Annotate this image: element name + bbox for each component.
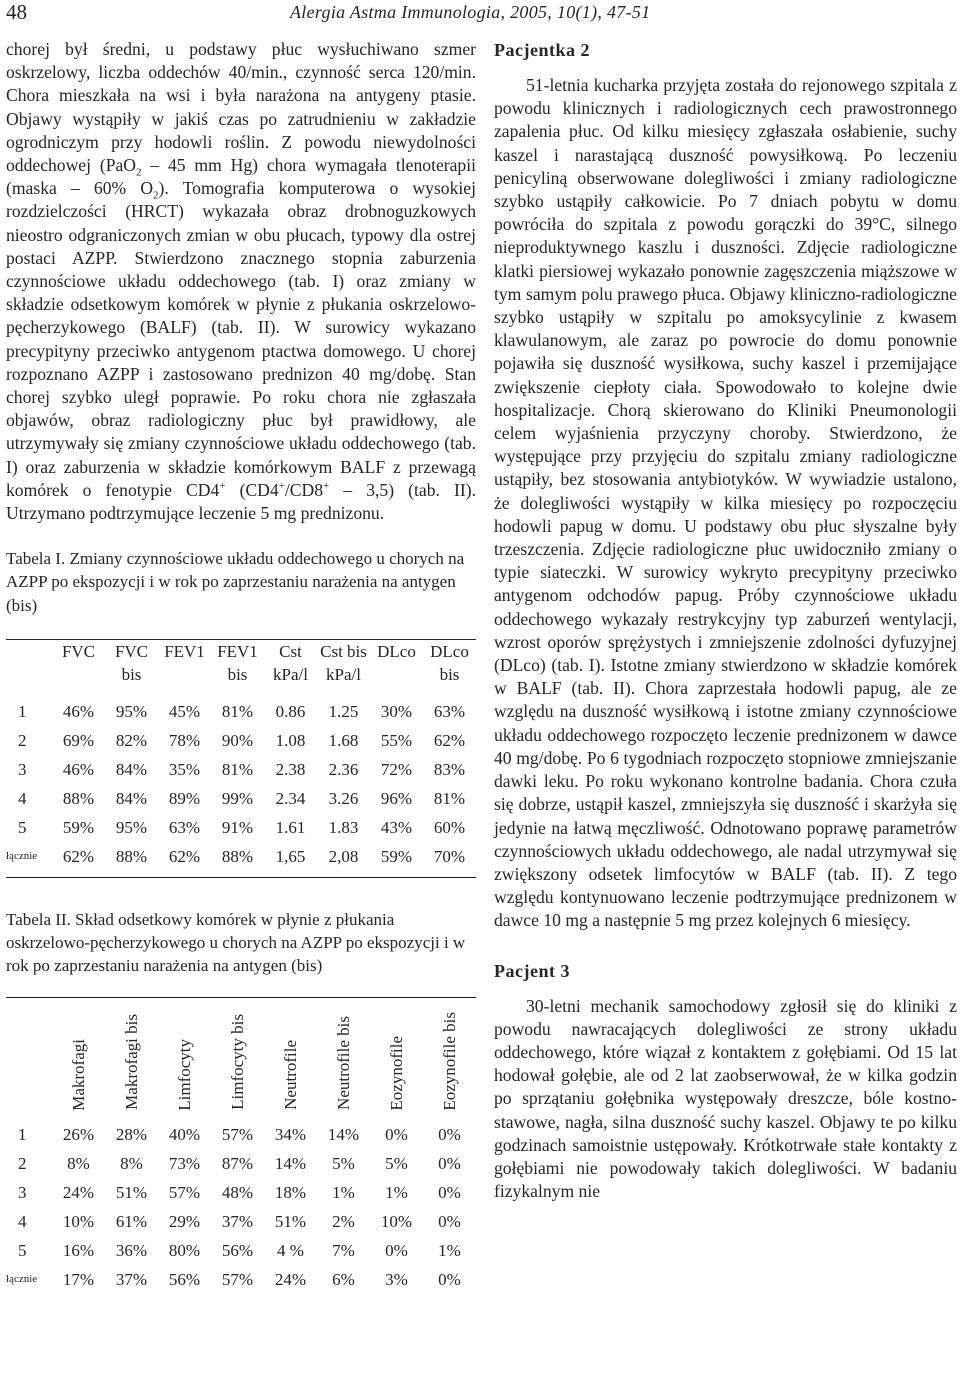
- table-1-cell: 1,65: [275, 846, 306, 866]
- table-1-row: [6, 813, 476, 842]
- table-1-cell: 1.68: [328, 730, 359, 750]
- table-2: [6, 998, 476, 1294]
- paragraph-text: – 45 mm Hg) chora wymagała tlenoterapii (maska – 60% O: [6, 155, 477, 199]
- table-1-cell: 0.86: [275, 701, 306, 721]
- table-1-cell: 55%: [380, 730, 413, 750]
- table-1-cell: 95%: [115, 701, 148, 721]
- table-1-cell: 91%: [221, 817, 254, 837]
- table-2-cell: 10%: [380, 1212, 413, 1232]
- table-2-cell: 2%: [332, 1212, 355, 1232]
- table-2-cell: 51%: [274, 1212, 307, 1232]
- table-1-cell: 83%: [433, 759, 466, 779]
- table-1-cell: 69%: [62, 730, 95, 750]
- table-2-cell: 57%: [221, 1125, 254, 1145]
- table-2-cell: 37%: [221, 1212, 254, 1232]
- table-2-cell: łącznie: [6, 1273, 38, 1286]
- journal-running-head: Alergia Astma Immunologia, 2005, 10(1), 47-51: [290, 2, 651, 22]
- table-2-header-cell: Eozynofile: [386, 1035, 406, 1111]
- table-1-cell: 72%: [380, 759, 413, 779]
- table-1-cell: 46%: [62, 701, 95, 721]
- table-1-cell: 90%: [221, 730, 254, 750]
- table-2-header-cell: Limfocyty: [174, 1038, 194, 1111]
- table-1-header-cell: FVC bis: [114, 641, 149, 685]
- section-heading-patient-3: Pacjent 3: [494, 960, 570, 981]
- table-2-header-cell: Makrofagi bis: [121, 1014, 141, 1111]
- table-1-cell: 81%: [221, 701, 254, 721]
- table-2-cell: 0%: [438, 1154, 461, 1174]
- table-1-header-cell: DLco bis: [430, 641, 469, 685]
- table-2-cell: 4 %: [277, 1241, 304, 1261]
- table-2-cell: 48%: [221, 1183, 254, 1203]
- table-1-cell: 78%: [168, 730, 201, 750]
- table-2-header-cell: Makrofagi: [68, 1038, 88, 1111]
- table-2-cell: 56%: [168, 1270, 201, 1290]
- table-2-cell: 18%: [274, 1183, 307, 1203]
- table-2-cell: 24%: [62, 1183, 95, 1203]
- section-heading-patient-2: Pacjentka 2: [494, 40, 590, 60]
- table-1-cell: 3.26: [328, 788, 359, 808]
- table-1-header-cell: Cst bis kPa/l: [320, 641, 367, 685]
- table-1-cell: 4: [18, 788, 27, 808]
- table-2-header-row: [6, 998, 476, 1120]
- body-paragraph-patient-3: 30-letni mechanik samochodowy zgłosił się do kliniki z powodu nawracających dolegliwości ze strony układu oddechowego, które wiązał z kontaktem z gołębiami. Od 15 lat hodował gołębie, ale od 2 lat zaobserwował, że w kilka godzin po sprzątaniu gołębnika występowały dreszcze, bóle kostno-stawowe, nagła, silna duszność suchy kaszel. Objawy te po kilku godzinach samoistnie ustępowały. Krótkotrwałe stałe kontakty z gołębiami nie powodowały takich dolegliwości. W badaniu fizykalnym nie: [494, 995, 957, 1202]
- table-1-cell: 88%: [221, 846, 254, 866]
- table-1-cell: 45%: [168, 701, 201, 721]
- table-2-cell: 14%: [274, 1154, 307, 1174]
- table-1-cell: 2,08: [328, 846, 359, 866]
- table-1-cell: łącznie: [6, 849, 38, 862]
- table-1-cell: 1.83: [328, 817, 359, 837]
- table-1-row: [6, 697, 476, 726]
- table-2-cell: 0%: [438, 1183, 461, 1203]
- table-2-cell: 6%: [332, 1270, 355, 1290]
- table-1-cell: 5: [18, 817, 27, 837]
- table-2-row: [6, 1120, 476, 1149]
- subscript: 2: [153, 189, 159, 202]
- table-1-cell: 84%: [115, 788, 148, 808]
- table-1-cell: 88%: [115, 846, 148, 866]
- table-2-row: [6, 1236, 476, 1265]
- table-1-cell: 1.61: [275, 817, 306, 837]
- table-1-header-cell: Cst kPa/l: [273, 641, 308, 685]
- table-2-row-total: [6, 1265, 476, 1294]
- table-1-header-row: [6, 640, 476, 687]
- table-1-cell: 2.38: [275, 759, 306, 779]
- table-2-header-cell: [6, 998, 52, 1120]
- table-2-cell: 0%: [438, 1125, 461, 1145]
- table-1-cell: 1: [18, 701, 27, 721]
- table-1-cell: 2.34: [275, 788, 306, 808]
- table-1-header-cell: FEV1: [164, 641, 205, 661]
- superscript: +: [323, 480, 330, 492]
- right-column: [494, 38, 957, 1203]
- table-1-caption: Tabela I. Zmiany czynnościowe układu oddechowego u chorych na AZPP po ekspozycji i w rok po zaprzestaniu narażenia na antygen (bis): [6, 549, 465, 615]
- paragraph-text: – 3,5) (tab. II). Utrzymano podtrzymujące leczenie 5 mg prednizonu.: [6, 479, 476, 524]
- table-1-row-total: [6, 842, 476, 871]
- table-2-cell: 28%: [115, 1125, 148, 1145]
- paragraph-text: /CD8: [284, 479, 324, 500]
- table-2-cell: 80%: [168, 1241, 201, 1261]
- table-2-cell: 51%: [115, 1183, 148, 1203]
- table-1-cell: 62%: [433, 730, 466, 750]
- table-2-cell: 4: [18, 1212, 27, 1232]
- table-2-cell: 40%: [168, 1125, 201, 1145]
- superscript: +: [278, 480, 285, 492]
- table-1-cell: 43%: [380, 817, 413, 837]
- table-1-cell: 62%: [62, 846, 95, 866]
- table-2-cell: 1%: [438, 1241, 461, 1261]
- table-1-cell: 1.25: [328, 701, 359, 721]
- left-column: [6, 38, 476, 1294]
- table-1-header-cell: FVC: [61, 641, 96, 661]
- table-2-cell: 2: [18, 1154, 27, 1174]
- superscript: +: [219, 480, 226, 492]
- table-2-cell: 73%: [168, 1154, 201, 1174]
- table-1-cell: 84%: [115, 759, 148, 779]
- table-2-cell: 36%: [115, 1241, 148, 1261]
- body-paragraph-patient-2: 51-letnia kucharka przyjęta została do rejonowego szpitala z powodu klinicznych i radiologicznych cech prawostronnego zapalenia płuc. Od kilku miesięcy zgłaszała osłabienie, suchy kaszel i narastającą duszność powysiłkową. Po leczeniu penicyliną obserwowane dolegliwości i zmiany radiologiczne szybko ustąpiły całkowicie. Po 7 dniach pobytu w domu powróciła do szpitala z powodu gorączki do 39°C, silnego nieproduktywnego kaszlu i duszności. Zdjęcie radiologiczne klatki piersiowej wykazało ponownie zagęszczenia miąższowe w tym samym polu prawego płuca. Objawy kliniczno-radiologiczne szybko ustąpiły w szpitalu po amoksycylinie z kwasem klawulanowym, ale zaraz po powrocie do domu ponownie pojawiła się duszność wysiłkowa, suchy kaszel i przemijające zwiększenie ciepłoty ciała. Spowodowało to kolejne dwie hospitalizacje. Chorą skierowano do Kliniki Pneumonologii celem wyjaśnienia przyczyny choroby. Stwierdzono, że występujące przy przyjęciu do szpitalu zmiany radiologiczne ustąpiły, bez stosowania antybiotyków. W wywiadzie ustalono, że dolegliwości wystąpiły w kilka miesięcy po rozpoczęciu hodowli papug w domu. U podstawy obu płuc słyszalne były trzeszczenia. Zdjęcie radiologiczne płuc uwidoczniło zmiany o typie siateczki. W surowicy wykryto precypityny przeciwko antygenom odchodów papug. Próby czynnościowe układu oddechowego wykazały restrykcyjny typ zaburzeń wentylacji, wzrost oporów sprężystych i zmniejszenie zdolności dyfuzyjnej (DLco) (tab. I). Istotne zmiany stwierdzono w składzie komórek w BALF (tab. II). Chora zaprzestała hodowli papug, ale ze względu na duszność wysiłkową i istotne zmiany czynnościowe układu oddechowego rozpoczęto leczenie prednizonem w dawce 40 mg/dobę. Po 6 tygodniach rozpoczęto stopniowe zmniejszanie dawki leku. Po roku wykonano kontrolne badania. Chora czuła się dobrze, ustąpił kaszel, zmniejszyła się duszność i skarżyła się jedynie na łatwą męczliwość. Odnotowano poprawę parametrów czynnościowych układu oddechowego, ale nadal utrzymywał się zwiększony odsetek limfocytów w BALF (tab. II). Z tego względu kontynuowano leczenie podtrzymujące prednizonem w dawce 10 mg a następnie 5 mg przez kolejnych 6 miesięcy.: [494, 75, 957, 931]
- subscript: 2: [136, 166, 142, 179]
- table-2-cell: 5%: [332, 1154, 355, 1174]
- table-1-header-cell: [6, 640, 52, 687]
- table-1-cell: 63%: [433, 701, 466, 721]
- table-1-bottom-rule: [6, 877, 476, 878]
- table-1-row: [6, 755, 476, 784]
- table-1-header-cell: FEV1 bis: [217, 641, 258, 685]
- table-2-row: [6, 1207, 476, 1236]
- table-1-cell: 30%: [380, 701, 413, 721]
- table-2-cell: 7%: [332, 1241, 355, 1261]
- table-2-cell: 3: [18, 1183, 27, 1203]
- table-2-cell: 8%: [67, 1154, 90, 1174]
- table-2-cell: 24%: [274, 1270, 307, 1290]
- table-2-row: [6, 1149, 476, 1178]
- table-2-cell: 8%: [120, 1154, 143, 1174]
- table-2-cell: 56%: [221, 1241, 254, 1261]
- table-1-cell: 2: [18, 730, 27, 750]
- table-1-cell: 35%: [168, 759, 201, 779]
- page-header: [0, 0, 960, 26]
- table-1-cell: 46%: [62, 759, 95, 779]
- paragraph-text: ). Tomografia komputerowa o wysokiej rozdzielczości (HRCT) wykazała obraz drobnoguzkowych nieostro odgraniczonych zmian w obu płucach, typowy dla ostrej postaci AZPP. Stwierdzono znacznego stopnia zaburzenia czynnościowe układu oddechowego (tab. I) oraz zmiany w składzie odsetkowym komórek w płynie z płukania oskrzelowo-pęcherzykowego (BALF) (tab. II). W surowicy wykazano precypityny przeciwko antygenom ptactwa domowego. U chorej rozpoznano AZPP i zastosowano prednizon 40 mg/dobę. Stan chorej szybko uległ poprawie. Po roku chora nie zgłaszała objawów, obraz radiologiczny płuc był prawidłowy, ale utrzymywały się zmiany czynnościowe układu oddechowego (tab. I) oraz zaburzenia w składzie komórkowym BALF z przewagą komórek o fenotypie CD4: [6, 178, 476, 500]
- table-1-cell: 3: [18, 759, 27, 779]
- table-2-cell: 5%: [385, 1154, 408, 1174]
- table-2-caption: Tabela II. Skład odsetkowy komórek w płynie z płukania oskrzelowo-pęcherzykowego u chorych na AZPP po ekspozycji i w rok po zaprzestaniu narażenia na antygen (bis): [6, 909, 466, 976]
- table-2-cell: 37%: [115, 1270, 148, 1290]
- table-1-row: [6, 726, 476, 755]
- table-1-cell: 2.36: [328, 759, 359, 779]
- table-1-cell: 62%: [168, 846, 201, 866]
- table-2-cell: 10%: [62, 1212, 95, 1232]
- table-2-row: [6, 1178, 476, 1207]
- table-1-row: [6, 784, 476, 813]
- page-number: 48: [6, 0, 27, 24]
- table-2-cell: 14%: [327, 1125, 360, 1145]
- table-2-header-cell: Eozynofile bis: [439, 1011, 459, 1111]
- table-1-cell: 95%: [115, 817, 148, 837]
- table-1-header-cell: DLco: [377, 641, 416, 661]
- table-1: [6, 640, 476, 871]
- body-paragraph-case-1: [6, 38, 476, 525]
- table-1-cell: 88%: [62, 788, 95, 808]
- table-2-cell: 57%: [168, 1183, 201, 1203]
- table-2-header-cell: Limfocyty bis: [227, 1014, 247, 1111]
- table-1-cell: 70%: [433, 846, 466, 866]
- table-1-cell: 89%: [168, 788, 201, 808]
- table-1-cell: 81%: [433, 788, 466, 808]
- table-2-cell: 87%: [221, 1154, 254, 1174]
- table-1-cell: 82%: [115, 730, 148, 750]
- table-2-cell: 1%: [385, 1183, 408, 1203]
- table-2-cell: 1%: [332, 1183, 355, 1203]
- table-1-cell: 59%: [62, 817, 95, 837]
- table-2-cell: 0%: [438, 1270, 461, 1290]
- table-2-cell: 3%: [385, 1270, 408, 1290]
- table-1-cell: 1.08: [275, 730, 306, 750]
- table-2-cell: 0%: [385, 1125, 408, 1145]
- table-2-header-cell: Neutrofile: [280, 1040, 300, 1111]
- table-2-cell: 5: [18, 1241, 27, 1261]
- table-2-cell: 57%: [221, 1270, 254, 1290]
- paragraph-text: chorej był średni, u podstawy płuc wysłuchiwano szmer oskrzelowy, liczba oddechów 40/min., czynność serca 120/min. Chora mieszkała na wsi i była narażona na antygeny ptasie. Objawy wystąpiły w jakiś czas po zatrudnieniu w zakładzie ogrodniczym przy hodowli roślin. Z powodu niewydolności oddechowej (PaO: [6, 39, 476, 176]
- table-2-cell: 34%: [274, 1125, 307, 1145]
- table-1-cell: 96%: [380, 788, 413, 808]
- table-2-header-cell: Neutrofile bis: [333, 1016, 353, 1111]
- table-2-cell: 16%: [62, 1241, 95, 1261]
- table-2-cell: 29%: [168, 1212, 201, 1232]
- table-2-cell: 1: [18, 1125, 27, 1145]
- table-1-cell: 99%: [221, 788, 254, 808]
- table-1-cell: 60%: [433, 817, 466, 837]
- table-2-cell: 26%: [62, 1125, 95, 1145]
- table-1-cell: 59%: [380, 846, 413, 866]
- table-2-cell: 0%: [385, 1241, 408, 1261]
- table-2-cell: 0%: [438, 1212, 461, 1232]
- table-1-cell: 63%: [168, 817, 201, 837]
- table-2-cell: 61%: [115, 1212, 148, 1232]
- table-1-cell: 81%: [221, 759, 254, 779]
- table-2-cell: 17%: [62, 1270, 95, 1290]
- paragraph-text: (CD4: [225, 479, 279, 500]
